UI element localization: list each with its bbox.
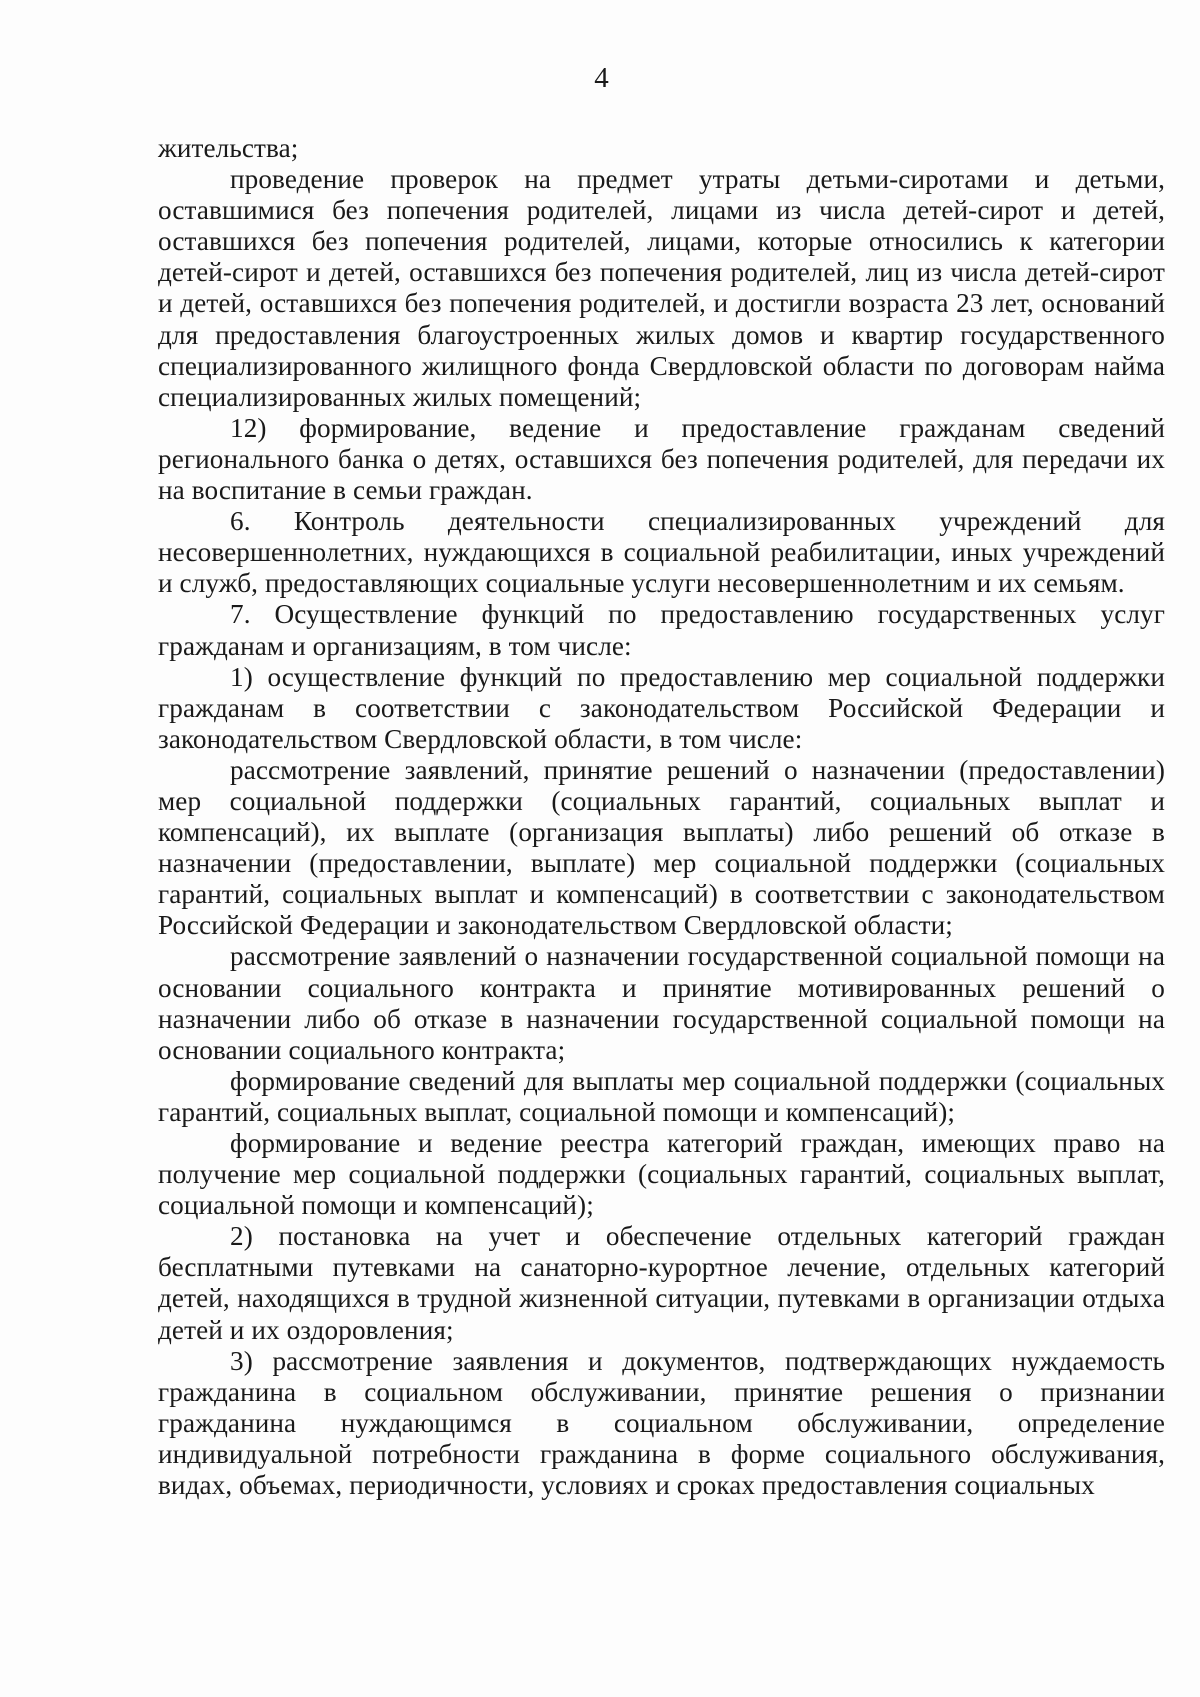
paragraph-social-contract: рассмотрение заявлений о назначении государственной социальной помощи на основании социального контракта и принятие мотивированных решений о назначении либо об отказе в назначении государственной социальной помощи на основании социального контракта; — [158, 941, 1165, 1065]
paragraph-item-12: 12) формирование, ведение и предоставление гражданам сведений регионального банка о детях, оставшихся без попечения родителей, для передачи их на воспитание в семьи граждан. — [158, 412, 1165, 506]
page-number: 4 — [594, 62, 609, 94]
paragraph-section-6: 6. Контроль деятельности специализированных учреждений для несовершеннолетних, нуждающихся в социальной реабилитации, иных учреждений и служб, предоставляющих социальные услуги несовершеннолетним и их семьям. — [158, 506, 1165, 599]
paragraph-item-1: 1) осуществление функций по предоставлению мер социальной поддержки гражданам в соответствии с законодательством Российской Федерации и законодательством Свердловской области, в том числе: — [158, 661, 1165, 754]
document-body — [158, 133, 1165, 1501]
paragraph-registry: формирование и ведение реестра категорий граждан, имеющих право на получение мер социальной поддержки (социальных гарантий, социальных выплат, социальной помощи и компенсаций); — [158, 1128, 1165, 1221]
paragraph-continuation: жительства; — [158, 133, 299, 163]
paragraph-applications-review: рассмотрение заявлений, принятие решений о назначении (предоставлении) мер социальной поддержки (социальных гарантий, социальных выплат и компенсаций), их выплате (организация выплаты) либо решений об отказе в назначении (предоставлении, выплате) мер социальной поддержки (социальных гарантий, социальных выплат и компенсаций) в соответствии с законодательством Российской Федерации и законодательством Свердловской области; — [158, 754, 1165, 941]
paragraph-item-3: 3) рассмотрение заявления и документов, подтверждающих нуждаемость гражданина в социальном обслуживании, принятие решения о признании гражданина нуждающимся в социальном обслуживании, определение индивидуальной потребности гражданина в форме социального обслуживания, видах, объемах, периодичности, условиях и сроках предоставления социальных — [158, 1345, 1165, 1501]
paragraph-item-2: 2) постановка на учет и обеспечение отдельных категорий граждан бесплатными путевками на санаторно-курортное лечение, отдельных категорий детей, находящихся в трудной жизненной ситуации, путевками в организации отдыха детей и их оздоровления; — [158, 1221, 1165, 1345]
paragraph-verification: проведение проверок на предмет утраты детьми-сиротами и детьми, оставшимися без попечения родителей, лицами из числа детей-сирот и детей, оставшихся без попечения родителей, лицами, которые относились к категории детей-сирот и детей, оставшихся без попечения родителей, лиц из числа детей-сирот и детей, оставшихся без попечения родителей, и достигли возраста 23 лет, оснований для предоставления благоустроенных жилых домов и квартир государственного специализированного жилищного фонда Свердловской области по договорам найма специализированных жилых помещений; — [158, 164, 1165, 412]
paragraph-section-7: 7. Осуществление функций по предоставлению государственных услуг гражданам и организациям, в том числе: — [158, 599, 1165, 661]
paragraph-payment-data: формирование сведений для выплаты мер социальной поддержки (социальных гарантий, социальных выплат, социальной помощи и компенсаций); — [158, 1065, 1165, 1127]
